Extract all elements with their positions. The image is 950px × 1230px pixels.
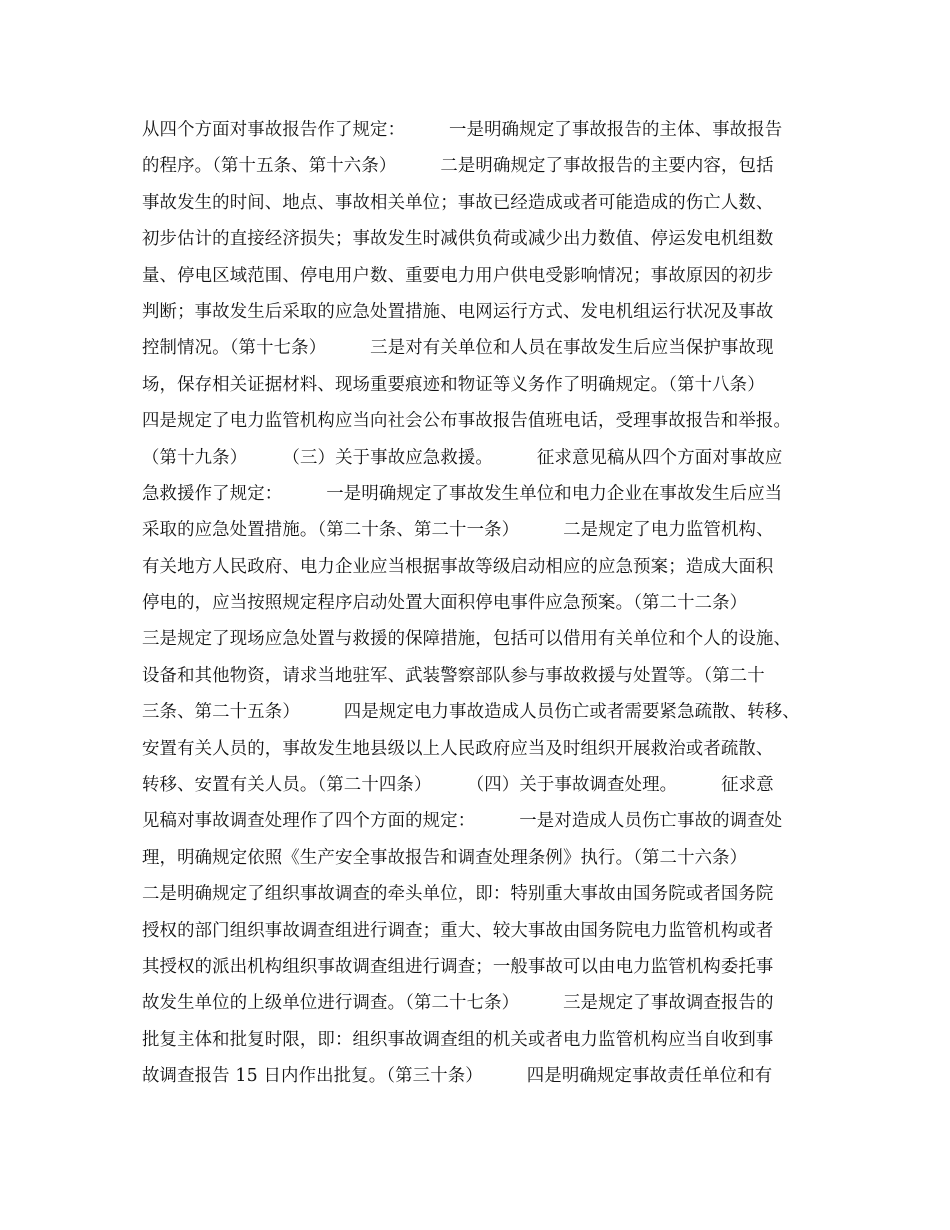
text-line: 初步估计的直接经济损失；事故发生时减供负荷或减少出力数值、停运发电机组数 bbox=[142, 229, 774, 250]
text-line: 其授权的派出机构组织事故调查组进行调查；一般事故可以由电力监管机构委托事 bbox=[142, 956, 774, 977]
text-line: 急救援作了规定： 一是明确规定了事故发生单位和电力企业在事故发生后应当 bbox=[142, 483, 783, 504]
text-line: 场，保存相关证据材料、现场重要痕迹和物证等义务作了明确规定。（第十八条） bbox=[142, 374, 765, 395]
text-line: 故调查报告 15 日内作出批复。（第三十条） 四是明确规定事故责任单位和有 bbox=[142, 1066, 773, 1087]
text-line: 量、停电区域范围、停电用户数、重要电力用户供电受影响情况；事故原因的初步 bbox=[142, 265, 774, 286]
text-line: 停电的，应当按照规定程序启动处置大面积停电事件应急预案。（第二十二条） bbox=[142, 593, 748, 614]
body-text bbox=[142, 112, 842, 1095]
text-line: 四是规定了电力监管机构应当向社会公布事故报告值班电话，受理事故报告和举报。 bbox=[142, 411, 792, 432]
text-line: 故发生单位的上级单位进行调查。（第二十七条） 三是规定了事故调查报告的 bbox=[142, 993, 774, 1014]
text-line: 二是明确规定了组织事故调查的牵头单位，即：特别重大事故由国务院或者国务院 bbox=[142, 884, 774, 905]
text-line: 理，明确规定依照《生产安全事故报告和调查处理条例》执行。（第二十六条） bbox=[142, 847, 748, 868]
text-line: 事故发生的时间、地点、事故相关单位；事故已经造成或者可能造成的伤亡人数、 bbox=[142, 192, 774, 213]
text-line: 从四个方面对事故报告作了规定： 一是明确规定了事故报告的主体、事故报告 bbox=[142, 120, 783, 140]
text-line: 控制情况。（第十七条） 三是对有关单位和人员在事故发生后应当保护事故现 bbox=[142, 338, 774, 359]
text-line: 转移、安置有关人员。（第二十四条） （四）关于事故调查处理。 征求意 bbox=[142, 775, 774, 796]
text-line: 批复主体和批复时限，即：组织事故调查组的机关或者电力监管机构应当自收到事 bbox=[142, 1029, 774, 1050]
text-line: 见稿对事故调查处理作了四个方面的规定： 一是对造成人员伤亡事故的调查处 bbox=[142, 811, 783, 832]
text-line: 设备和其他物资，请求当地驻军、武装警察部队参与事故救援与处置等。（第二十 bbox=[142, 665, 765, 686]
text-line: 有关地方人民政府、电力企业应当根据事故等级启动相应的应急预案；造成大面积 bbox=[142, 556, 774, 577]
text-line: 采取的应急处置措施。（第二十条、第二十一条） 二是规定了电力监管机构、 bbox=[142, 520, 774, 541]
text-line: 判断；事故发生后采取的应急处置措施、电网运行方式、发电机组运行状况及事故 bbox=[142, 301, 774, 322]
text-line: （第十九条） （三）关于事故应急救援。 征求意见稿从四个方面对事故应 bbox=[142, 447, 783, 468]
text-line: 三条、第二十五条） 四是规定电力事故造成人员伤亡或者需要紧急疏散、转移、 bbox=[142, 702, 800, 723]
text-line: 的程序。（第十五条、第十六条） 二是明确规定了事故报告的主要内容，包括 bbox=[142, 156, 774, 177]
text-line: 授权的部门组织事故调查组进行调查；重大、较大事故由国务院电力监管机构或者 bbox=[142, 920, 774, 941]
text-line: 三是规定了现场应急处置与救援的保障措施，包括可以借用有关单位和个人的设施、 bbox=[142, 629, 792, 650]
text-line: 安置有关人员的，事故发生地县级以上人民政府应当及时组织开展救治或者疏散、 bbox=[142, 738, 774, 759]
